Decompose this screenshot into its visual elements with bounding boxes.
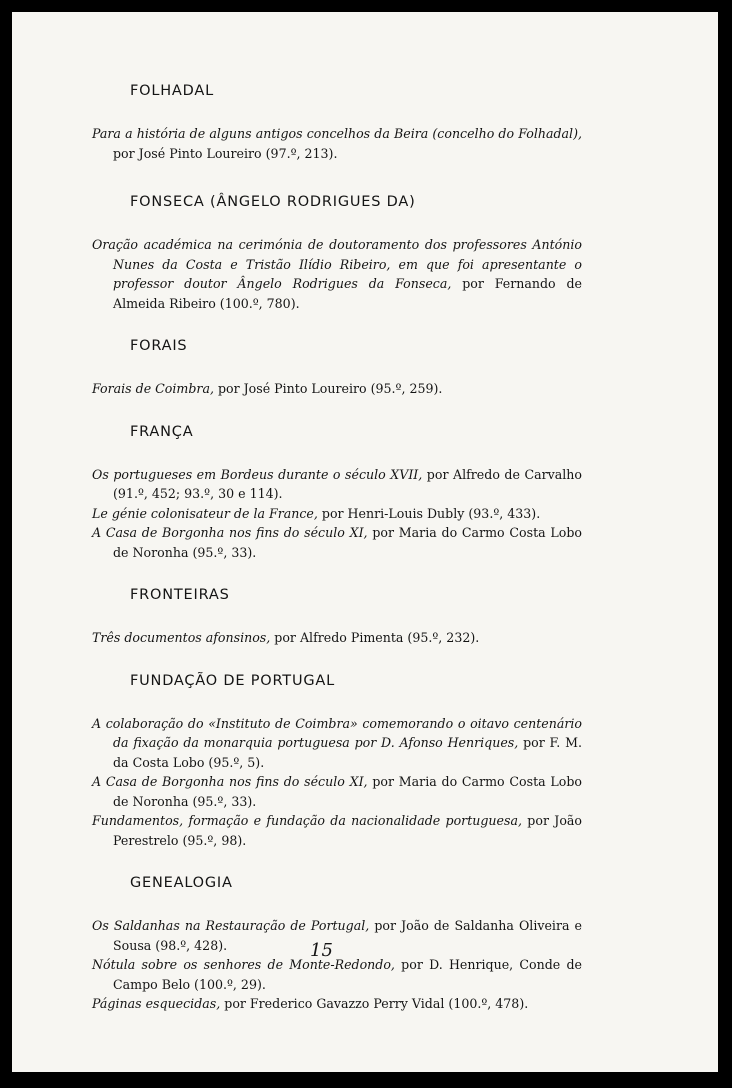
entry-reference: por Fernando de Almeida Ribeiro (100.º, 780). (113, 276, 582, 311)
entry-title: Páginas esquecidas, (92, 996, 221, 1011)
entry-title: Fundamentos, formação e fundação da nacionalidade portuguesa, (92, 813, 522, 828)
entry-reference: por Maria do Carmo Costa Lobo de Noronha (95.º, 33). (113, 525, 582, 560)
entry-reference: por José Pinto Loureiro (97.º, 213). (113, 145, 338, 161)
index-entry (92, 955, 582, 994)
entry-title: Forais de Coimbra, (92, 381, 214, 396)
index-entry (92, 994, 582, 1014)
index-entry (92, 714, 582, 773)
entry-title: Nótula sobre os senhores de Monte-Redondo, (92, 957, 395, 972)
entry-title: Le génie colonisateur de la France, (92, 505, 318, 521)
entry-title: Os portugueses em Bordeus durante o século XVII, (92, 466, 423, 482)
index-entry (92, 379, 582, 399)
index-entry (92, 235, 582, 313)
entry-title: A Casa de Borgonha nos fins do século XI, (92, 525, 368, 540)
section-fundacao (92, 672, 582, 851)
section-heading: FOLHADAL (130, 83, 214, 99)
entry-reference: por D. Henrique, Conde de Campo Belo (100.º, 29). (113, 957, 582, 992)
index-entry (92, 124, 582, 163)
entry-reference: por F. M. da Costa Lobo (95.º, 5). (113, 735, 582, 770)
entry-reference: por Alfredo de Carvalho (91.º, 452; 93.º, 30 e 114). (113, 466, 582, 501)
entry-reference: por Maria do Carmo Costa Lobo de Noronha (95.º, 33). (113, 774, 582, 809)
entry-reference: por Alfredo Pimenta (95.º, 232). (270, 630, 480, 645)
section-folhadal (92, 82, 582, 163)
section-heading: FRANÇA (130, 423, 194, 440)
section-heading: FORAIS (130, 338, 188, 354)
index-entry (92, 628, 582, 648)
section-forais (92, 337, 582, 399)
section-heading: FRONTEIRAS (130, 587, 230, 603)
entry-title: Os Saldanhas na Restauração de Portugal, (92, 918, 370, 933)
page-number: 15 (310, 940, 333, 961)
entry-title: Três documentos afonsinos, (92, 630, 271, 645)
index-entry (92, 523, 582, 562)
section-fonseca (92, 193, 582, 313)
entry-reference: por João Perestrelo (95.º, 98). (113, 813, 582, 848)
entry-reference: por Henri-Louis Dubly (93.º, 433). (317, 505, 541, 521)
index-entry (92, 465, 582, 504)
section-genealogia (92, 874, 582, 1014)
entry-title: Para a história de alguns antigos concelhos da Beira (concelho do Folhadal), (92, 126, 582, 141)
index-entry (92, 916, 582, 955)
entry-title: A Casa de Borgonha nos fins do século XI, (92, 774, 368, 789)
entry-reference: por Frederico Gavazzo Perry Vidal (100.º, 478). (220, 996, 529, 1011)
index-entry (92, 811, 582, 850)
section-franca (92, 423, 582, 563)
section-heading: FONSECA (ÂNGELO RODRIGUES DA) (130, 194, 416, 210)
entry-title: Oração académica na cerimónia de doutoramento dos professores António Nunes da Costa e Tristão Ilídio Ribeiro, em que foi apresentante o professor doutor Ângelo Rodrigues da Fonseca, (92, 237, 582, 291)
index-content (92, 82, 582, 1014)
document-page (12, 12, 718, 1072)
index-entry (92, 772, 582, 811)
section-heading: GENEALOGIA (130, 875, 233, 891)
entry-reference: por João de Saldanha Oliveira e Sousa (98.º, 428). (113, 918, 583, 953)
section-heading: FUNDAÇÃO DE PORTUGAL (130, 672, 336, 689)
entry-title: A colaboração do «Instituto de Coimbra» comemorando o oitavo centenário da fixação da monarquia portuguesa por D. Afonso Henriques, (92, 715, 582, 750)
section-fronteiras (92, 586, 582, 648)
entry-reference: por José Pinto Loureiro (95.º, 259). (213, 381, 443, 396)
index-entry (92, 504, 582, 524)
